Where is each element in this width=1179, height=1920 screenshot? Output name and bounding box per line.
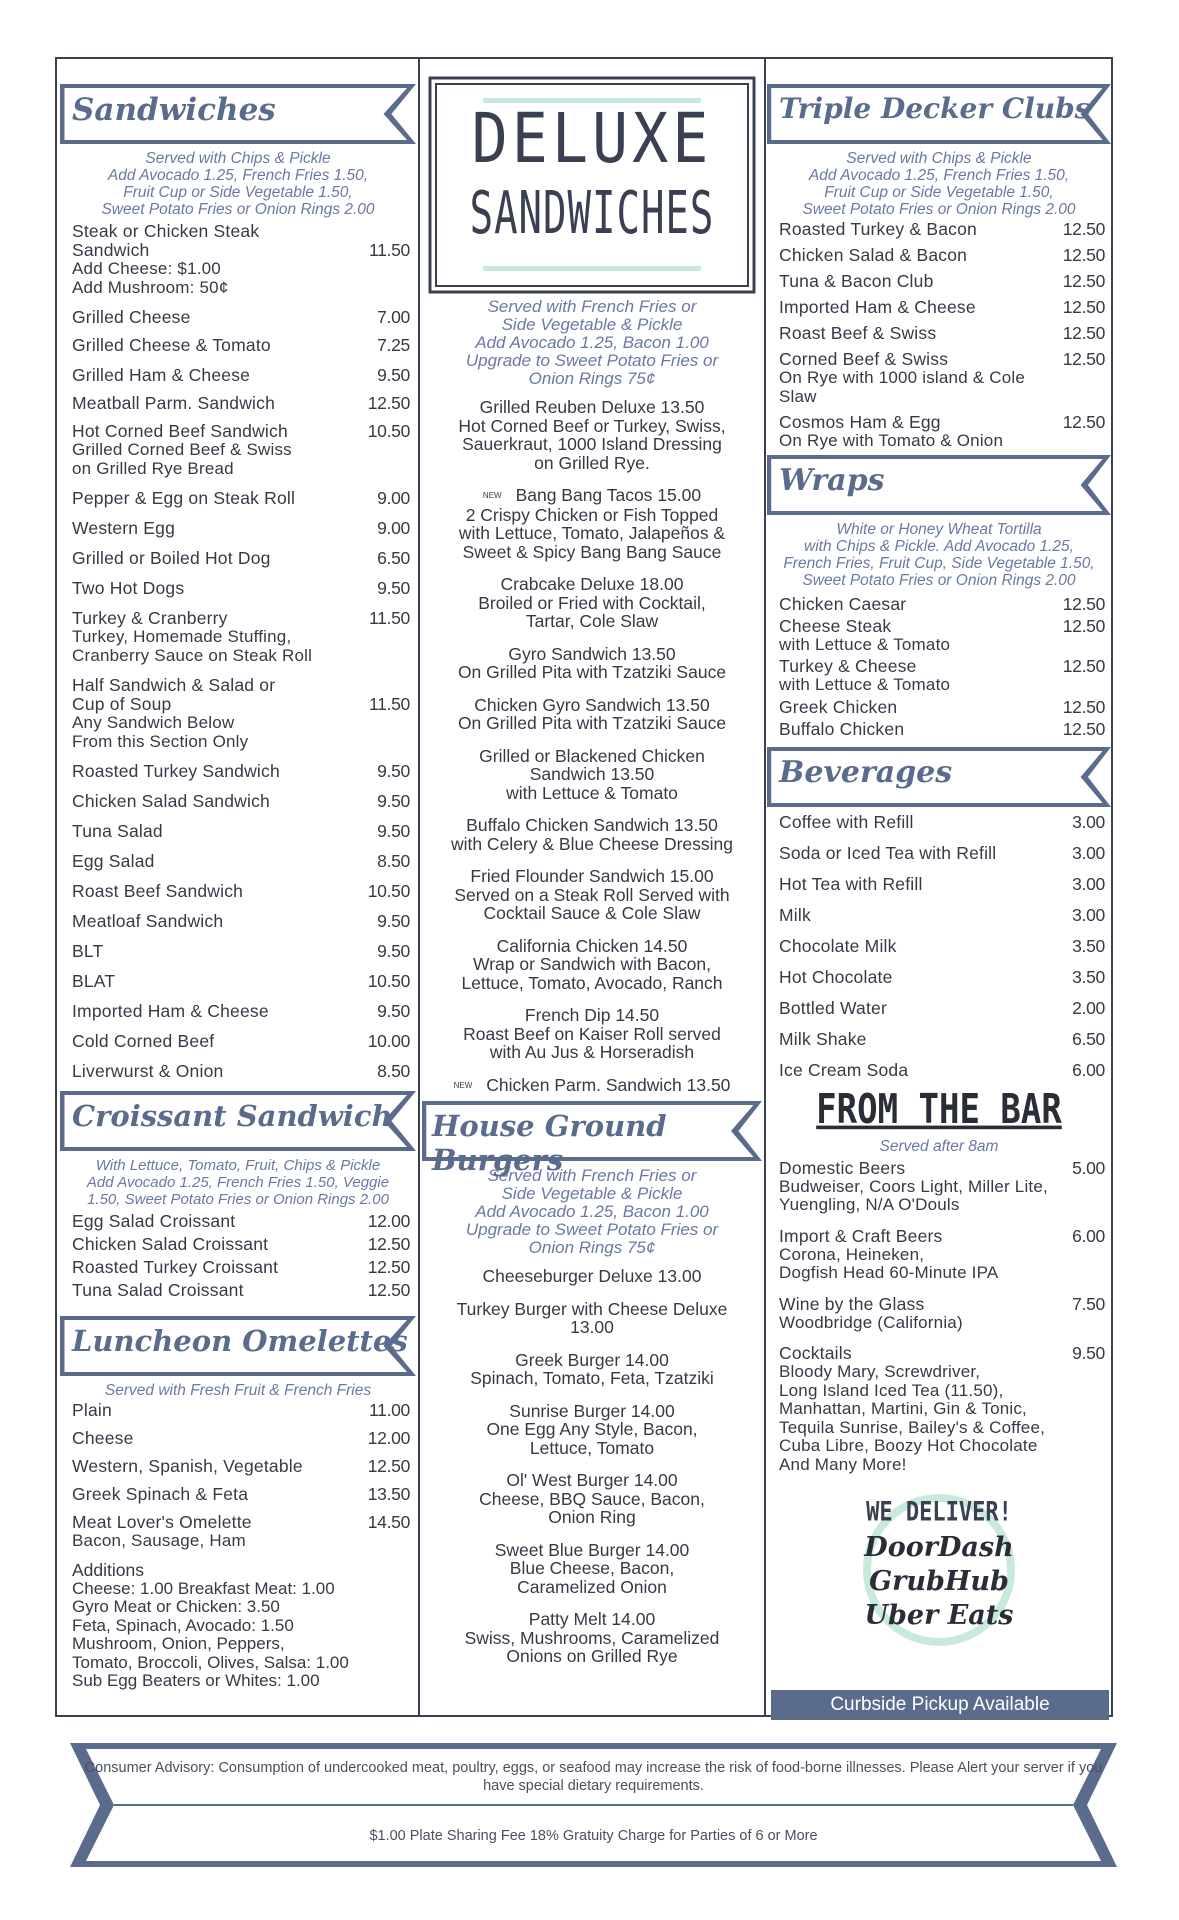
deluxe-item-description: with Celery & Blue Cheese Dressing — [450, 833, 734, 854]
beverage-item — [779, 999, 1111, 1018]
sandwich-item-price: 9.50 — [377, 821, 410, 841]
sandwich-item-name: Liverwurst & Onion — [72, 1061, 224, 1081]
sandwich-item-name: Pepper & Egg on Steak Roll — [72, 488, 296, 508]
club-item-name: Tuna & Bacon Club — [779, 271, 934, 291]
deluxe-item — [422, 937, 762, 993]
sandwich-item-name: BLT — [72, 941, 104, 961]
sandwich-item-price: 10.50 — [367, 421, 410, 441]
deluxe-item-name: Grilled Reuben Deluxe 13.50 — [479, 397, 705, 417]
wrap-item-name: Cheese Steak with Lettuce & Tomato — [779, 617, 1053, 655]
omelette-item-name: Western, Spanish, Vegetable — [72, 1456, 303, 1476]
omelette-item-description: Bacon, Sausage, Ham — [72, 1531, 246, 1550]
beverage-item — [779, 1061, 1111, 1080]
sandwich-item-name: Grilled Ham & Cheese — [72, 365, 251, 385]
beverage-item-name: Coffee with Refill — [779, 811, 914, 832]
croissant-item-price: 12.50 — [367, 1234, 410, 1254]
sandwich-item — [72, 822, 416, 841]
omelettes-note: Served with Fresh Fruit & French Fries — [104, 1382, 372, 1399]
wrap-item-description: with Lettuce & Tomato — [779, 675, 951, 694]
croissant-item-name: Roasted Turkey Croissant — [72, 1257, 279, 1277]
sandwich-item-name: Imported Ham & Cheese — [72, 1001, 269, 1021]
wraps-banner — [767, 455, 1111, 515]
croissant-item — [72, 1212, 416, 1231]
sandwich-item-price: 8.50 — [377, 851, 410, 871]
delivery-service: DoorDash — [864, 1532, 1014, 1563]
bar-item-price: 5.00 — [1072, 1157, 1105, 1178]
delivery-badge — [767, 1490, 1111, 1650]
burger-item-name: Greek Burger 14.00 — [515, 1349, 669, 1370]
sandwich-item — [72, 422, 416, 478]
croissant-item — [72, 1258, 416, 1277]
wrap-item — [779, 657, 1111, 695]
deluxe-note: Served with French Fries or Side Vegetable & Pickle Add Avocado 1.25, Bacon 1.00 Upgrade to Sweet Potato Fries or Onion Rings 75¢ — [465, 297, 719, 388]
club-item-price: 12.50 — [1062, 323, 1105, 343]
bar-item — [779, 1227, 1111, 1283]
bar-note: Served after 8am — [879, 1137, 999, 1155]
sandwiches-title: Sandwiches — [72, 92, 276, 128]
deluxe-item-name: Chicken Gyro Sandwich 13.50 — [474, 694, 710, 715]
wrap-item — [779, 617, 1111, 655]
beverage-item — [779, 875, 1111, 894]
club-item — [779, 350, 1111, 406]
deluxe-item — [422, 747, 762, 803]
burger-item — [422, 1541, 762, 1597]
omelette-item — [72, 1429, 416, 1448]
clubs-banner — [767, 84, 1111, 144]
bar-item — [779, 1295, 1111, 1333]
sandwich-item-name: Western Egg — [72, 518, 176, 538]
beverage-item — [779, 937, 1111, 956]
burgers-note: Served with French Fries or Side Vegetable & Pickle Add Avocado 1.25, Bacon 1.00 Upgrade to Sweet Potato Fries or Onion Rings 75¢ — [465, 1166, 719, 1258]
croissant-item-price: 12.50 — [367, 1257, 410, 1277]
deluxe-item — [422, 1006, 762, 1062]
club-item-price: 12.50 — [1062, 245, 1105, 265]
bar-item-description: Bloody Mary, Screwdriver, Long Island Iced Tea (11.50), Manhattan, Martini, Gin & Tonic, Tequila Sunrise, Bailey's & Coffee, Cuba Libre, Boozy Hot Chocolate And Many More! — [779, 1362, 1046, 1474]
burger-item — [422, 1610, 762, 1666]
deluxe-item-name: Crabcake Deluxe 18.00 — [500, 574, 684, 595]
bar-item — [779, 1159, 1111, 1215]
burgers-title: House Ground Burgers — [432, 1109, 667, 1178]
beverage-item-name: Hot Chocolate — [779, 966, 893, 987]
bar-title: FROM THE BAR — [816, 1085, 1062, 1134]
left-column — [60, 62, 416, 1691]
sandwich-item — [72, 1062, 416, 1081]
deluxe-item-description: On Grilled Pita with Tzatziki Sauce — [457, 662, 727, 683]
beverage-item-name: Bottled Water — [779, 997, 887, 1018]
sandwich-item-name: Two Hot Dogs — [72, 578, 185, 598]
deluxe-item-name: Bang Bang Tacos 15.00 — [515, 485, 702, 505]
croissant-item-name: Egg Salad Croissant — [72, 1211, 236, 1231]
deluxe-item-name: Chicken Parm. Sandwich 13.50 — [486, 1074, 731, 1095]
sandwich-item-price: 9.00 — [377, 488, 410, 508]
sandwich-item-price: 9.50 — [377, 761, 410, 781]
beverage-item — [779, 844, 1111, 863]
club-item-price: 12.50 — [1062, 219, 1105, 239]
omelettes-banner — [60, 1316, 416, 1376]
deluxe-item-description: Hot Corned Beef or Turkey, Swiss, Sauerkraut, 1000 Island Dressing on Grilled Rye. — [458, 415, 726, 473]
omelettes-title: Luncheon Omelettes — [72, 1324, 408, 1358]
bar-item-description: Budweiser, Coors Light, Miller Lite, Yuengling, N/A O'Douls — [779, 1176, 1048, 1214]
wrap-item-name: Buffalo Chicken — [779, 718, 905, 739]
footer-banner — [70, 1743, 1117, 1867]
curbside-pickup-label: Curbside Pickup Available — [771, 1690, 1109, 1720]
croissant-note: With Lettuce, Tomato, Fruit, Chips & Pickle Add Avocado 1.25, French Fries 1.50, Veggie 1.50, Sweet Potato Fries or Onion Rings 2.00 — [86, 1157, 390, 1208]
omelette-item-name: Plain — [72, 1400, 112, 1420]
wrap-item-price: 12.50 — [1062, 615, 1105, 636]
sandwich-item — [72, 222, 416, 297]
burger-item — [422, 1471, 762, 1527]
beverages-title: Beverages — [779, 754, 953, 790]
sandwich-item — [72, 336, 416, 355]
sandwich-item-price: 9.50 — [377, 1001, 410, 1021]
sandwich-item-name: Grilled or Boiled Hot Dog — [72, 548, 271, 568]
club-item-price: 12.50 — [1062, 412, 1105, 432]
deluxe-item — [422, 1076, 762, 1096]
sandwich-item — [72, 676, 416, 751]
sandwich-item — [72, 308, 416, 327]
beverage-item-name: Soda or Iced Tea with Refill — [779, 842, 997, 863]
column-divider-left — [418, 57, 420, 1717]
club-item — [779, 324, 1111, 343]
club-item-price: 12.50 — [1062, 349, 1105, 369]
delivery-service: GrubHub — [869, 1566, 1009, 1597]
beverage-item-name: Chocolate Milk — [779, 935, 897, 956]
burger-item — [422, 1351, 762, 1388]
club-item-description: On Rye with Tomato & Onion — [779, 431, 1004, 450]
sandwich-item-name: Egg Salad — [72, 851, 155, 871]
sandwich-item-name: BLAT — [72, 971, 116, 991]
sandwich-item-name: Turkey & Cranberry Turkey, Homemade Stuffing, Cranberry Sauce on Steak Roll — [72, 609, 358, 665]
deluxe-item-name: Grilled or Blackened Chicken Sandwich 13.50 — [479, 745, 705, 785]
omelette-item-price: 11.00 — [369, 1400, 410, 1420]
delivery-service: Uber Eats — [864, 1600, 1014, 1631]
deluxe-item-description: Broiled or Fried with Cocktail, Tartar, Cole Slaw — [478, 592, 706, 632]
sandwiches-banner — [60, 84, 416, 144]
beverage-item — [779, 1030, 1111, 1049]
croissant-item-price: 12.00 — [367, 1211, 410, 1231]
wrap-item-name: Greek Chicken — [779, 696, 898, 717]
delivery-headline: WE DELIVER! — [866, 1497, 1012, 1528]
sandwich-item-name: Tuna Salad — [72, 821, 163, 841]
club-item — [779, 246, 1111, 265]
beverage-item — [779, 968, 1111, 987]
deluxe-item-description: with Lettuce & Tomato — [506, 782, 678, 803]
beverage-item-name: Ice Cream Soda — [779, 1059, 909, 1080]
sandwich-item — [72, 882, 416, 901]
burger-item-name: Ol' West Burger 14.00 — [506, 1470, 678, 1491]
omelette-item-name: Greek Spinach & Feta — [72, 1484, 249, 1504]
beverage-item-price: 6.50 — [1072, 1028, 1105, 1049]
deluxe-item-name: Buffalo Chicken Sandwich 13.50 — [466, 815, 718, 836]
burger-item — [422, 1402, 762, 1458]
bar-item-price: 6.00 — [1072, 1225, 1105, 1246]
club-item-description: On Rye with 1000 island & Cole Slaw — [779, 368, 1026, 406]
wrap-item-price: 12.50 — [1062, 696, 1105, 717]
sandwich-item — [72, 609, 416, 665]
bar-item-description: Woodbridge (California) — [779, 1312, 963, 1332]
sandwich-item-description: Any Sandwich Below From this Section Only — [72, 713, 249, 751]
sandwich-item-price: 9.50 — [377, 941, 410, 961]
burger-item-name: Patty Melt 14.00 — [528, 1609, 656, 1630]
club-item — [779, 413, 1111, 451]
burgers-banner — [422, 1101, 762, 1178]
burger-item-description: Spinach, Tomato, Feta, Tzatziki — [470, 1368, 714, 1389]
burger-item — [422, 1267, 762, 1286]
deluxe-item-name: Gyro Sandwich 13.50 — [508, 643, 676, 664]
croissant-item-name: Tuna Salad Croissant — [72, 1280, 244, 1300]
sandwich-item-price: 11.50 — [369, 608, 410, 628]
sandwich-item-price: 9.50 — [377, 911, 410, 931]
sandwich-item — [72, 519, 416, 538]
croissant-item — [72, 1281, 416, 1300]
beverages-banner — [767, 747, 1111, 807]
omelette-item — [72, 1485, 416, 1504]
deluxe-item-description: Wrap or Sandwich with Bacon, Lettuce, Tomato, Avocado, Ranch — [461, 954, 723, 993]
croissant-item-name: Chicken Salad Croissant — [72, 1234, 269, 1254]
club-item-price: 12.50 — [1062, 271, 1105, 291]
deluxe-item — [422, 645, 762, 682]
deluxe-title-line1: DELUXE — [471, 98, 713, 180]
consumer-advisory: Consumer Advisory: Consumption of undercooked meat, poultry, eggs, or seafood may increase the risk of food-borne illnesses. Please Alert your server if you have special dietary requirements. — [84, 1760, 1103, 1794]
beverage-item — [779, 906, 1111, 925]
sandwich-item-price: 8.50 — [377, 1061, 410, 1081]
club-item-name: Chicken Salad & Bacon — [779, 245, 968, 265]
omelette-item-price: 12.50 — [367, 1456, 410, 1476]
sandwich-item-price: 11.50 — [369, 694, 410, 714]
omelette-item — [72, 1513, 416, 1551]
plate-sharing-fee: $1.00 Plate Sharing Fee 18% Gratuity Charge for Parties of 6 or More — [369, 1828, 818, 1844]
bar-item-name: Domestic Beers Budweiser, Coors Light, Miller Lite, Yuengling, N/A O'Douls — [779, 1159, 1053, 1215]
wrap-item-price: 12.50 — [1062, 656, 1105, 676]
omelette-item-price: 12.00 — [367, 1428, 410, 1448]
column-divider-right — [764, 57, 766, 1717]
burger-item-name: Sunrise Burger 14.00 — [509, 1400, 675, 1421]
sandwich-item — [72, 792, 416, 811]
deluxe-item-name: California Chicken 14.50 — [496, 935, 688, 956]
sandwich-item-description: Grilled Corned Beef & Swiss on Grilled Rye Bread — [72, 440, 292, 478]
middle-column — [422, 62, 762, 1714]
burger-item — [422, 1300, 762, 1337]
sandwich-item-name: Roasted Turkey Sandwich — [72, 761, 280, 781]
sandwich-item — [72, 852, 416, 871]
croissant-title: Croissant Sandwich — [72, 1099, 393, 1133]
wraps-note: White or Honey Wheat Tortilla with Chips & Pickle. Add Avocado 1.25, French Fries, Fruit Cup, Side Vegetable 1.50, Sweet Potato Fries or Onion Rings 2.00 — [783, 520, 1095, 589]
sandwich-item-name: Grilled Cheese & Tomato — [72, 335, 271, 355]
club-item-name: Imported Ham & Cheese — [779, 297, 976, 317]
deluxe-item-description: On Grilled Pita with Tzatziki Sauce — [457, 713, 727, 734]
sandwich-item-price: 9.50 — [377, 365, 410, 385]
sandwich-item-name: Chicken Salad Sandwich — [72, 791, 270, 811]
deluxe-item — [422, 867, 762, 923]
beverage-item-price: 3.50 — [1072, 935, 1105, 956]
sandwich-item — [72, 972, 416, 991]
sandwich-item — [72, 912, 416, 931]
sandwich-item-price: 9.50 — [377, 791, 410, 811]
sandwich-item-name: Meatloaf Sandwich — [72, 911, 224, 931]
omelette-item-price: 14.50 — [367, 1512, 410, 1532]
sandwich-item-description: Add Cheese: $1.00 Add Mushroom: 50¢ — [72, 259, 229, 297]
beverage-item-name: Milk — [779, 904, 811, 925]
club-item-name: Corned Beef & Swiss On Rye with 1000 island & Cole Slaw — [779, 350, 1053, 406]
club-item-price: 12.50 — [1062, 297, 1105, 317]
wrap-item-description: with Lettuce & Tomato — [779, 634, 951, 654]
additions-list: Cheese: 1.00 Breakfast Meat: 1.00 Gyro Meat or Chicken: 3.50 Feta, Spinach, Avocado: 1.50 Mushroom, Onion, Peppers, Tomato, Broccoli, Olives, Salsa: 1.00 Sub Egg Beaters or Whites: 1.00 — [72, 1578, 349, 1690]
new-tag: NEW — [482, 491, 502, 501]
deluxe-title-box — [428, 76, 756, 294]
sandwich-item-price: 10.50 — [367, 971, 410, 991]
sandwich-item-name: Grilled Cheese — [72, 307, 191, 327]
sandwich-item — [72, 1032, 416, 1051]
sandwich-item-price: 11.50 — [369, 240, 410, 260]
new-tag: NEW — [453, 1080, 473, 1090]
sandwiches-note: Served with Chips & Pickle Add Avocado 1.25, French Fries 1.50, Fruit Cup or Side Vegetable 1.50, Sweet Potato Fries or Onion Rings 2.00 — [101, 150, 375, 218]
deluxe-item-description: Roast Beef on Kaiser Roll served with Au Jus & Horseradish — [463, 1023, 721, 1063]
bar-item-name: Import & Craft Beers Corona, Heineken, Dogfish Head 60-Minute IPA — [779, 1227, 1053, 1283]
deluxe-item — [422, 696, 762, 733]
sandwich-item-name: Meatball Parm. Sandwich — [72, 393, 276, 413]
beverage-item-price: 3.00 — [1072, 842, 1105, 863]
bar-item-price: 7.50 — [1072, 1293, 1105, 1314]
bar-item-description: Corona, Heineken, Dogfish Head 60-Minute IPA — [779, 1244, 999, 1282]
burger-item-description: Swiss, Mushrooms, Caramelized Onions on Grilled Rye — [464, 1627, 720, 1667]
beverage-item-price: 6.00 — [1072, 1059, 1105, 1080]
club-item — [779, 272, 1111, 291]
deluxe-item — [422, 575, 762, 631]
omelette-item-price: 13.50 — [367, 1484, 410, 1504]
wraps-title: Wraps — [779, 462, 885, 498]
burger-item-name: Turkey Burger with Cheese Deluxe 13.00 — [456, 1298, 728, 1338]
deluxe-item — [422, 486, 762, 561]
wrap-item-name: Turkey & Cheese with Lettuce & Tomato — [779, 657, 1053, 695]
sandwich-item — [72, 549, 416, 568]
deluxe-item-name: French Dip 14.50 — [524, 1005, 660, 1026]
sandwich-item-price: 12.50 — [367, 393, 410, 413]
beverage-item-price: 3.00 — [1072, 873, 1105, 894]
sandwich-item-name: Steak or Chicken Steak Sandwich Add Cheese: $1.00 Add Mushroom: 50¢ — [72, 222, 358, 297]
sandwich-item-name: Hot Corned Beef Sandwich Grilled Corned Beef & Swiss on Grilled Rye Bread — [72, 422, 358, 478]
additions-title: Additions — [72, 1559, 144, 1580]
beverage-item-price: 2.00 — [1072, 997, 1105, 1018]
sandwich-item — [72, 394, 416, 413]
croissant-banner — [60, 1091, 416, 1151]
beverage-item-price: 3.00 — [1072, 811, 1105, 832]
club-item-name: Roasted Turkey & Bacon — [779, 219, 977, 239]
beverage-item-price: 3.00 — [1072, 904, 1105, 925]
burger-item-name: Sweet Blue Burger 14.00 — [494, 1539, 690, 1560]
wrap-item-name: Chicken Caesar — [779, 593, 907, 614]
sandwich-item-price: 9.50 — [377, 578, 410, 598]
sandwich-item-name: Cold Corned Beef — [72, 1031, 215, 1051]
clubs-note: Served with Chips & Pickle Add Avocado 1.25, French Fries 1.50, Fruit Cup or Side Vegetable 1.50, Sweet Potato Fries or Onion Rings 2.00 — [802, 150, 1076, 218]
wrap-item-price: 12.50 — [1062, 718, 1105, 739]
club-item — [779, 220, 1111, 239]
beverage-item — [779, 813, 1111, 832]
sandwich-item-price: 10.50 — [367, 881, 410, 901]
beverage-item-name: Milk Shake — [779, 1028, 867, 1049]
deluxe-item — [422, 398, 762, 472]
sandwich-item — [72, 1002, 416, 1021]
club-item — [779, 298, 1111, 317]
omelette-item-name: Meat Lover's Omelette Bacon, Sausage, Ham — [72, 1513, 358, 1551]
sandwich-item-price: 9.00 — [377, 518, 410, 538]
bar-item-price: 9.50 — [1072, 1343, 1105, 1363]
sandwich-item-name: Roast Beef Sandwich — [72, 881, 244, 901]
burger-item-description: Blue Cheese, Bacon, Caramelized Onion — [509, 1558, 675, 1597]
club-item-name: Roast Beef & Swiss — [779, 323, 937, 343]
burger-item-name: Cheeseburger Deluxe 13.00 — [482, 1266, 702, 1287]
wrap-item — [779, 720, 1111, 739]
wrap-item-price: 12.50 — [1062, 593, 1105, 614]
sandwich-item-price: 7.25 — [377, 335, 410, 355]
sandwich-item — [72, 489, 416, 508]
clubs-title: Triple Decker Clubs — [779, 92, 1091, 125]
bar-item-name: Wine by the Glass Woodbridge (California) — [779, 1295, 1053, 1333]
sandwich-item-price: 6.50 — [377, 548, 410, 568]
omelette-item — [72, 1401, 416, 1420]
beverage-item-name: Hot Tea with Refill — [779, 873, 923, 894]
right-column — [767, 62, 1111, 1714]
deluxe-item-description: Served on a Steak Roll Served with Cocktail Sauce & Cole Slaw — [454, 884, 730, 924]
deluxe-title-line2: SANDWICHES — [469, 180, 715, 248]
deluxe-item-description: 2 Crispy Chicken or Fish Topped with Lettuce, Tomato, Jalapeños & Sweet & Spicy Bang Bang Sauce — [458, 504, 726, 562]
omelette-item-name: Cheese — [72, 1428, 134, 1448]
wrap-item — [779, 698, 1111, 717]
croissant-item — [72, 1235, 416, 1254]
burger-item-description: Cheese, BBQ Sauce, Bacon, Onion Ring — [479, 1488, 705, 1528]
wrap-item — [779, 595, 1111, 614]
deluxe-item-name: Fried Flounder Sandwich 15.00 — [470, 866, 714, 887]
deluxe-item — [422, 816, 762, 853]
sandwich-item-name: Half Sandwich & Salad or Cup of Soup Any Sandwich Below From this Section Only — [72, 676, 358, 751]
sandwich-item-price: 10.00 — [367, 1031, 410, 1051]
sandwich-item-price: 7.00 — [377, 307, 410, 327]
beverage-item-price: 3.50 — [1072, 966, 1105, 987]
sandwich-item — [72, 942, 416, 961]
sandwich-item-description: Turkey, Homemade Stuffing, Cranberry Sauce on Steak Roll — [72, 627, 313, 665]
club-item-name: Cosmos Ham & Egg On Rye with Tomato & Onion — [779, 413, 1053, 451]
croissant-item-price: 12.50 — [367, 1280, 410, 1300]
sandwich-item — [72, 366, 416, 385]
sandwich-item — [72, 762, 416, 781]
burger-item-description: One Egg Any Style, Bacon, Lettuce, Tomato — [486, 1419, 698, 1458]
omelette-item — [72, 1457, 416, 1476]
sandwich-item — [72, 579, 416, 598]
bar-item-name: Cocktails Bloody Mary, Screwdriver, Long Island Iced Tea (11.50), Manhattan, Martini, Gin & Tonic, Tequila Sunrise, Bailey's & Coffee, Cuba Libre, Boozy Hot Chocolate And Many More! — [779, 1344, 1053, 1474]
bar-item — [779, 1344, 1111, 1474]
